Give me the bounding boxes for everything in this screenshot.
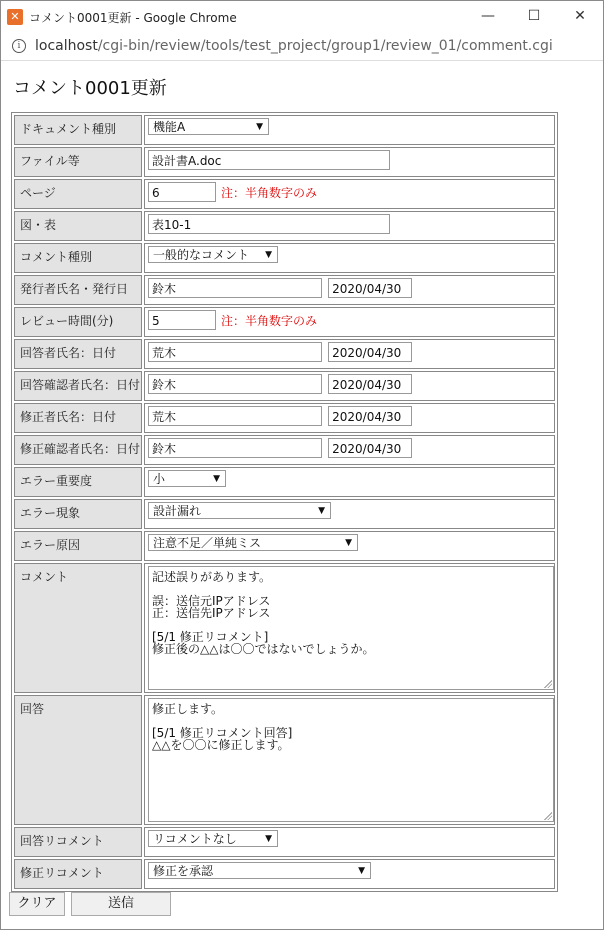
- answerer-label: 回答者氏名：日付: [14, 339, 142, 369]
- fix-check-date-input[interactable]: 2020/04/30: [328, 438, 412, 458]
- row-review-time: [14, 307, 555, 337]
- row-answer-checker: [14, 371, 555, 401]
- title-bar: [1, 1, 603, 32]
- issuer-name-input[interactable]: 鈴木: [148, 278, 322, 298]
- answer-date-input[interactable]: 2020/04/30: [328, 342, 412, 362]
- cause-select[interactable]: 注意不足／単純ミス ▼: [148, 534, 358, 551]
- document-type-select[interactable]: 機能A ▼: [148, 118, 269, 135]
- row-figure: [14, 211, 555, 241]
- review-time-note: 注：半角数字のみ: [221, 314, 318, 328]
- row-answer: [14, 695, 555, 825]
- dropdown-arrow-icon: ▼: [358, 866, 365, 876]
- answer-checker-label: 回答確認者氏名：日付: [14, 371, 142, 401]
- fixer-name-input[interactable]: 荒木: [148, 406, 322, 426]
- review-time-label: レビュー時間(分): [14, 307, 142, 337]
- comment-type-select[interactable]: 一般的なコメント ▼: [148, 246, 278, 263]
- window-title: コメント0001更新 - Google Chrome: [29, 11, 237, 25]
- row-fix-checker: [14, 435, 555, 465]
- page-note: 注：半角数字のみ: [221, 186, 318, 200]
- comment-form-table: [11, 112, 558, 892]
- url-path: /cgi-bin/review/tools/test_project/group1/review_01/comment.cgi: [97, 38, 553, 54]
- page-label: ページ: [14, 179, 142, 209]
- row-fix-recomment: [14, 859, 555, 889]
- dropdown-arrow-icon: ▼: [345, 538, 352, 548]
- phenomenon-label: エラー現象: [14, 499, 142, 529]
- resize-grip-icon[interactable]: [544, 812, 552, 820]
- comment-textarea[interactable]: 記述誤りがあります。 誤：送信元IPアドレス 正：送信先IPアドレス [5/1 修正リコメント] 修正後の△△は〇〇ではないでしょうか。: [148, 566, 554, 690]
- answer-check-date-input[interactable]: 2020/04/30: [328, 374, 412, 394]
- dropdown-arrow-icon: ▼: [265, 250, 272, 260]
- clear-button[interactable]: クリア: [9, 892, 65, 916]
- fix-recomment-select[interactable]: 修正を承認 ▼: [148, 862, 371, 879]
- url-host: localhost: [35, 38, 98, 54]
- xampp-icon: ✕: [7, 9, 23, 25]
- minimize-button[interactable]: —: [481, 8, 495, 24]
- row-comment-type: [14, 243, 555, 273]
- page-input[interactable]: 6: [148, 182, 216, 202]
- answer-textarea[interactable]: 修正します。 [5/1 修正リコメント回答] △△を〇〇に修正します。: [148, 698, 554, 822]
- row-page: [14, 179, 555, 209]
- info-icon[interactable]: i: [12, 39, 26, 53]
- fix-checker-label: 修正確認者氏名：日付: [14, 435, 142, 465]
- dropdown-arrow-icon: ▼: [256, 122, 263, 132]
- row-document-type: [14, 115, 555, 145]
- close-button[interactable]: ✕: [574, 8, 586, 24]
- row-file: [14, 147, 555, 177]
- fix-checker-name-input[interactable]: 鈴木: [148, 438, 322, 458]
- answer-recomment-select[interactable]: リコメントなし ▼: [148, 830, 278, 847]
- submit-button[interactable]: 送信: [71, 892, 171, 916]
- cause-label: エラー原因: [14, 531, 142, 561]
- issuer-label: 発行者氏名・発行日: [14, 275, 142, 305]
- resize-grip-icon[interactable]: [544, 680, 552, 688]
- row-phenomenon: [14, 499, 555, 529]
- row-comment: [14, 563, 555, 693]
- dropdown-arrow-icon: ▼: [213, 474, 220, 484]
- comment-label: コメント: [14, 563, 142, 693]
- answer-checker-name-input[interactable]: 鈴木: [148, 374, 322, 394]
- figure-label: 図・表: [14, 211, 142, 241]
- severity-select[interactable]: 小 ▼: [148, 470, 226, 487]
- review-time-input[interactable]: 5: [148, 310, 216, 330]
- file-label: ファイル等: [14, 147, 142, 177]
- issue-date-input[interactable]: 2020/04/30: [328, 278, 412, 298]
- fixer-label: 修正者氏名：日付: [14, 403, 142, 433]
- phenomenon-select[interactable]: 設計漏れ ▼: [148, 502, 331, 519]
- maximize-button[interactable]: ☐: [527, 8, 541, 24]
- document-type-label: ドキュメント種別: [14, 115, 142, 145]
- dropdown-arrow-icon: ▼: [265, 834, 272, 844]
- answerer-name-input[interactable]: 荒木: [148, 342, 322, 362]
- row-severity: [14, 467, 555, 497]
- severity-label: エラー重要度: [14, 467, 142, 497]
- figure-input[interactable]: 表10-1: [148, 214, 390, 234]
- fix-date-input[interactable]: 2020/04/30: [328, 406, 412, 426]
- answer-label: 回答: [14, 695, 142, 825]
- dropdown-arrow-icon: ▼: [318, 506, 325, 516]
- fix-recomment-label: 修正リコメント: [14, 859, 142, 889]
- row-fixer: [14, 403, 555, 433]
- row-cause: [14, 531, 555, 561]
- row-answerer: [14, 339, 555, 369]
- file-input[interactable]: 設計書A.doc: [148, 150, 390, 170]
- answer-recomment-label: 回答リコメント: [14, 827, 142, 857]
- row-answer-recomment: [14, 827, 555, 857]
- comment-type-label: コメント種別: [14, 243, 142, 273]
- address-bar[interactable]: [1, 32, 603, 61]
- page-title: コメント0001更新: [13, 78, 167, 99]
- url-text[interactable]: [35, 38, 553, 54]
- row-issuer: [14, 275, 555, 305]
